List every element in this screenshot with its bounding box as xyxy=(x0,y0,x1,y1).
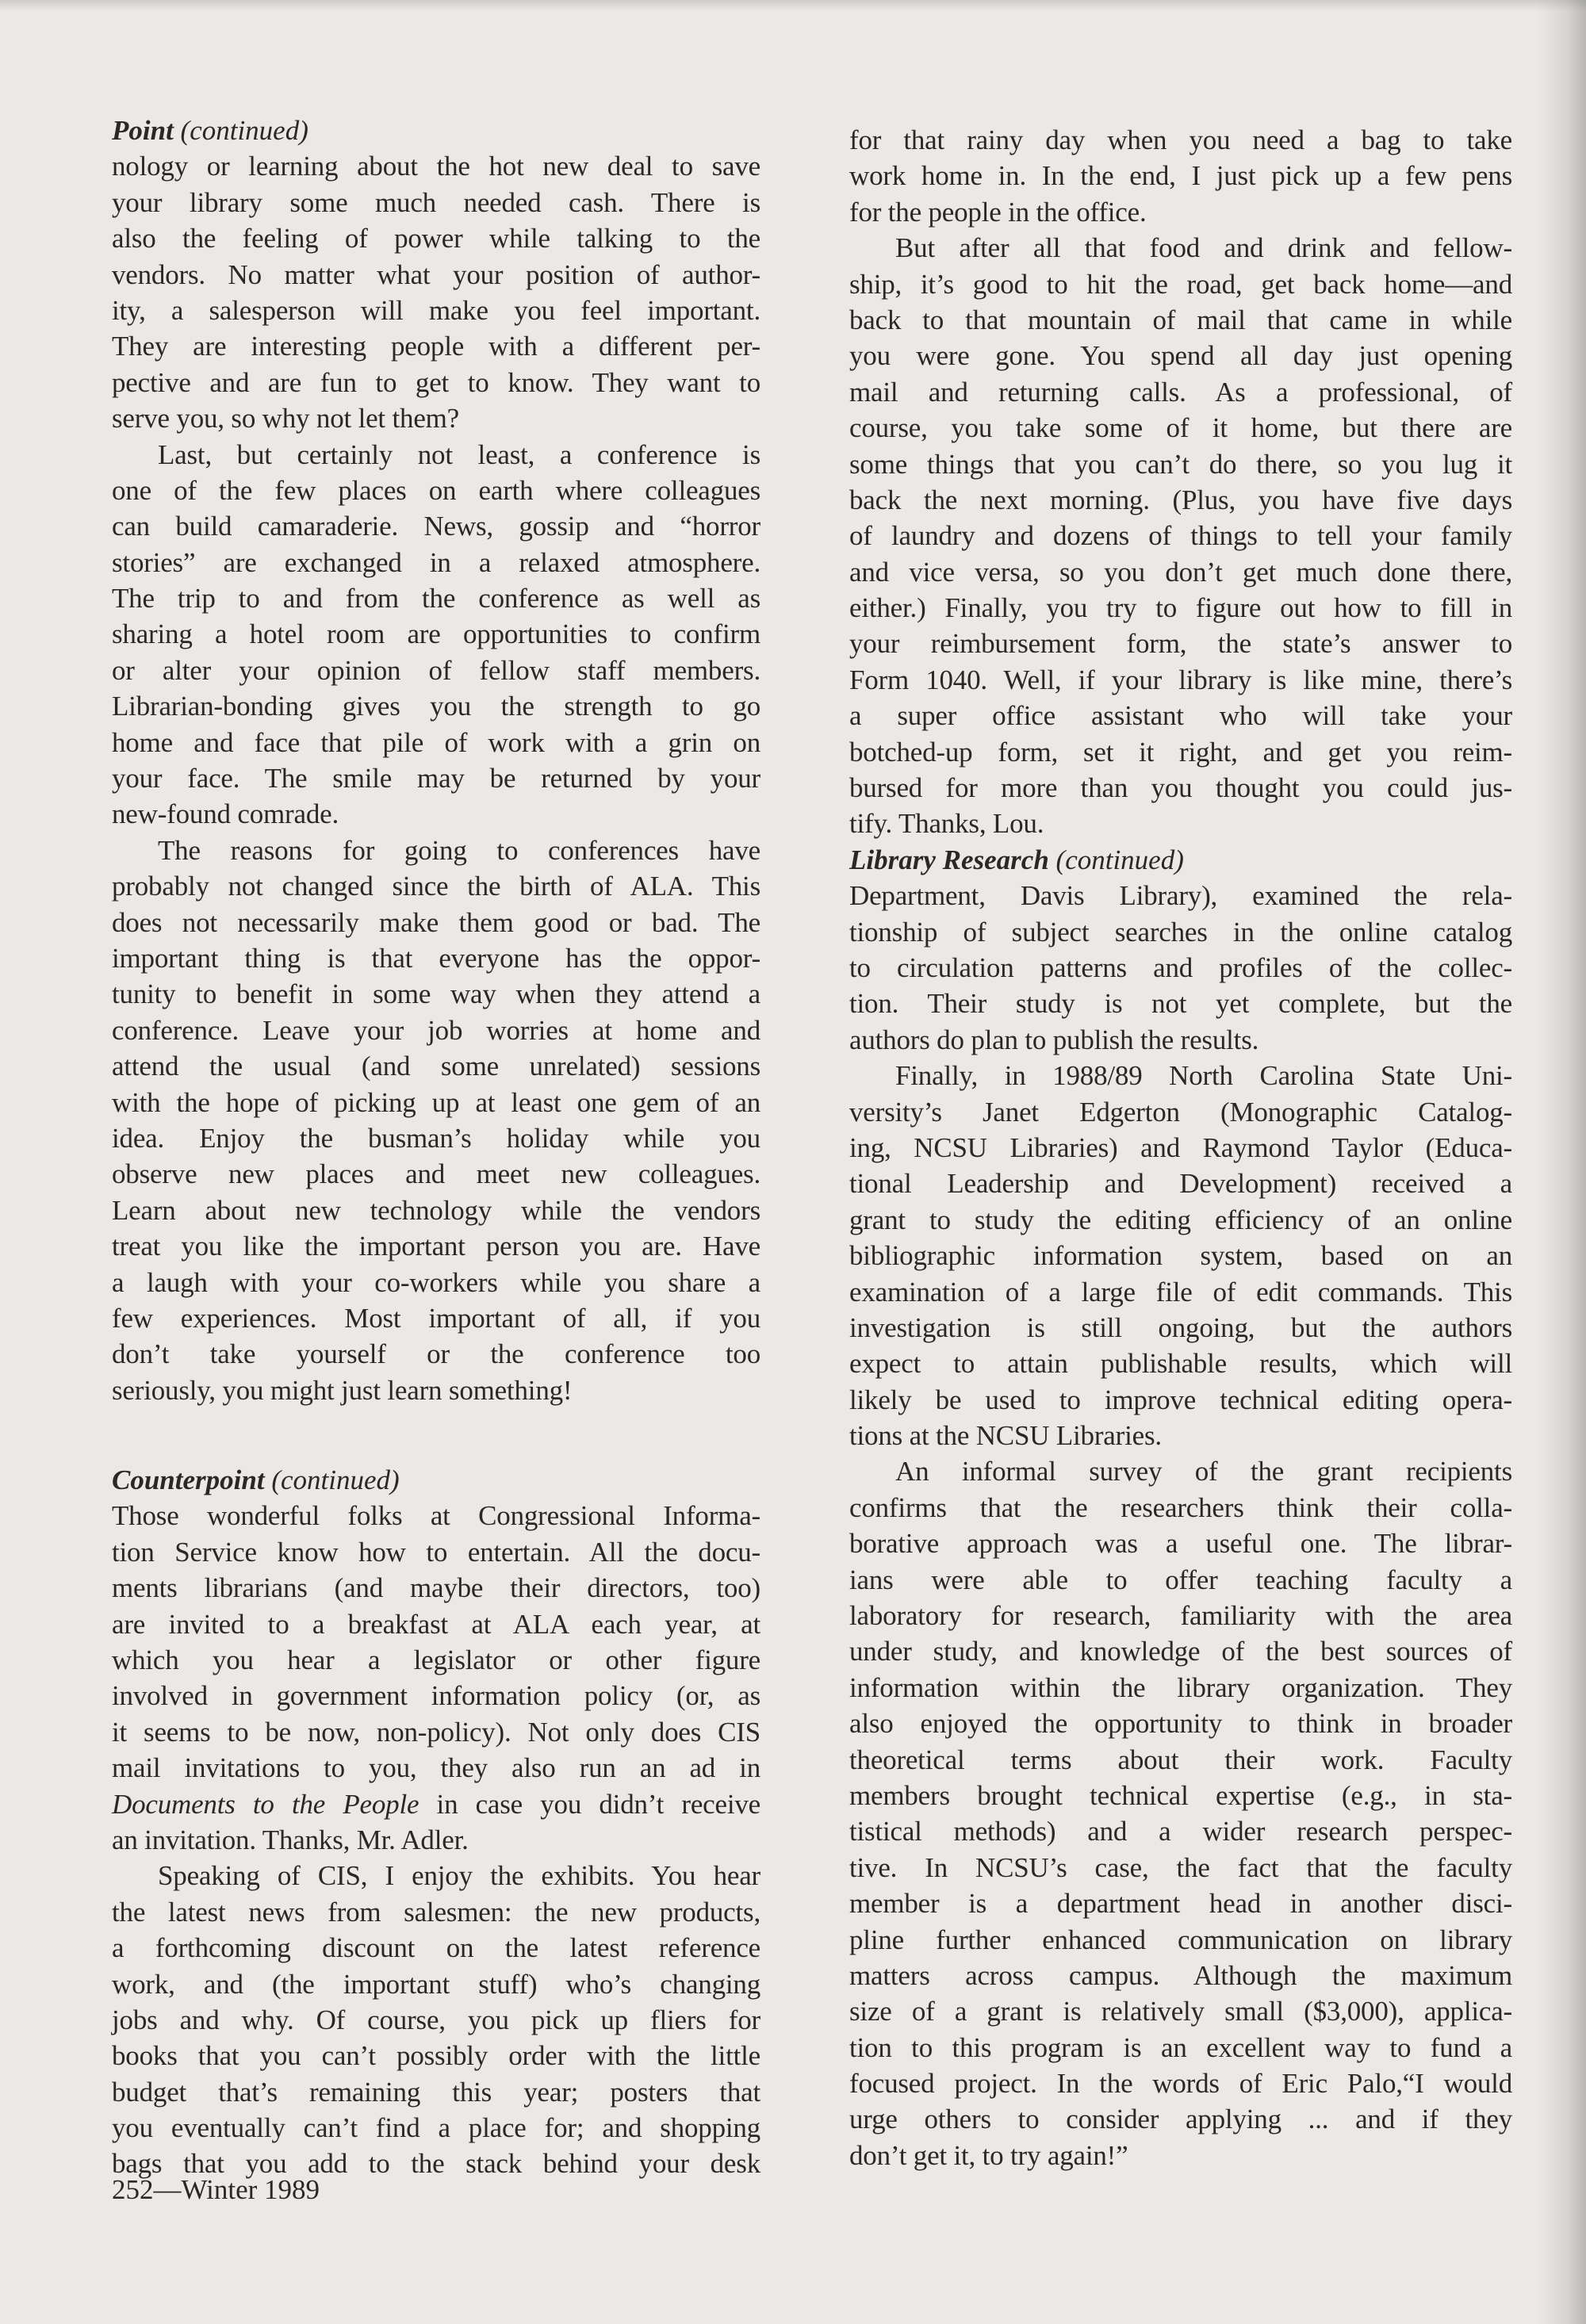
text-line: don’t get it, to try again!” xyxy=(849,2139,1128,2171)
text-line: likely be used to improve technical editing opera- xyxy=(849,1384,1512,1415)
text-line: to circulation patterns and profiles of the collec- xyxy=(849,951,1512,983)
text-line: can build camaraderie. News, gossip and “horror xyxy=(112,511,760,542)
paragraph xyxy=(112,437,760,833)
text-line: your face. The smile may be returned by your xyxy=(112,763,760,794)
right-column xyxy=(849,122,1512,2173)
text-line: a forthcoming discount on the latest reference xyxy=(112,1932,760,1964)
paragraph xyxy=(849,1453,1512,2173)
text-line: examination of a large file of edit commands. This xyxy=(849,1276,1512,1307)
text-line: and vice versa, so you don’t get much done there, xyxy=(849,556,1512,588)
section-heading xyxy=(112,113,760,148)
text-line: your reimbursement form, the state’s answer to xyxy=(849,628,1512,660)
page-footer: 252—Winter 1989 xyxy=(112,2174,320,2205)
text-line: tionship of subject searches in the online catalog xyxy=(849,916,1512,948)
text-line: Last, but certainly not least, a conference is xyxy=(158,438,760,470)
text-line: tions at the NCSU Libraries. xyxy=(849,1420,1162,1452)
text-line: ship, it’s good to hit the road, get back home—and xyxy=(849,268,1512,300)
text-line: budget that’s remaining this year; posters that xyxy=(112,2076,760,2108)
text-line: you were gone. You spend all day just opening xyxy=(849,340,1512,372)
text-line: which you hear a legislator or other figure xyxy=(112,1644,760,1676)
text-line: a super office assistant who will take your xyxy=(849,700,1512,732)
page-curl-shadow xyxy=(1538,0,1586,2324)
text-line: vendors. No matter what your position of author- xyxy=(112,258,760,290)
paragraph xyxy=(849,122,1512,230)
text-line: matters across campus. Although the maximum xyxy=(849,1959,1512,1991)
text-line: Learn about new technology while the vendors xyxy=(112,1194,760,1226)
text-line: members brought technical expertise (e.g., in sta- xyxy=(849,1779,1512,1811)
text-line: tion Service know how to entertain. All the docu- xyxy=(112,1536,760,1568)
text-line: an invitation. Thanks, Mr. Adler. xyxy=(112,1824,469,1855)
text-line: for that rainy day when you need a bag to take xyxy=(849,124,1512,155)
text-line: confirms that the researchers think their colla- xyxy=(849,1491,1512,1523)
text-line: tive. In NCSU’s case, the fact that the faculty xyxy=(849,1851,1512,1883)
text-line: bags that you add to the stack behind your desk xyxy=(112,2148,760,2180)
text-line: tional Leadership and Development) received a xyxy=(849,1168,1512,1200)
text-line: it seems to be now, non-policy). Not only does CIS xyxy=(112,1716,760,1748)
text-line: pline further enhanced communication on library xyxy=(849,1924,1512,1955)
text-line: size of a grant is relatively small ($3,000), applica- xyxy=(849,1996,1512,2027)
paragraph xyxy=(112,148,760,436)
text-line: focused project. In the words of Eric Palo,“I would xyxy=(849,2068,1512,2100)
text-line: tunity to benefit in some way when they attend a xyxy=(112,978,760,1010)
text-line: home and face that pile of work with a grin on xyxy=(112,726,760,758)
text-line: back to that mountain of mail that came in while xyxy=(849,304,1512,335)
text-line: your library some much needed cash. There is xyxy=(112,186,760,218)
text-line: ity, a salesperson will make you feel important. xyxy=(112,294,760,326)
text-line: sharing a hotel room are opportunities to confirm xyxy=(112,618,760,650)
paragraph xyxy=(849,1058,1512,1453)
heading-title: Point xyxy=(112,115,174,146)
heading-continued: (continued) xyxy=(264,1464,400,1496)
text-line: nology or learning about the hot new deal to save xyxy=(112,151,760,182)
text-line: either.) Finally, you try to figure out how to fill in xyxy=(849,592,1512,624)
text-line: work, and (the important stuff) who’s changing xyxy=(112,1968,760,2000)
heading-title: Counterpoint xyxy=(112,1464,265,1496)
text-line: Finally, in 1988/89 North Carolina State Uni- xyxy=(895,1060,1512,1092)
text-line: They are interesting people with a different per- xyxy=(112,331,760,362)
text-line: course, you take some of it home, but there are xyxy=(849,412,1512,444)
text-line: Form 1040. Well, if your library is like mine, there’s xyxy=(849,664,1512,695)
text-line: An informal survey of the grant recipients xyxy=(895,1456,1512,1487)
section-heading xyxy=(112,1462,760,1498)
text-line: The reasons for going to conferences have xyxy=(158,834,760,866)
text-line: the latest news from salesmen: the new products, xyxy=(112,1896,760,1928)
text-line: seriously, you might just learn something! xyxy=(112,1374,573,1406)
text-line: stories” are exchanged in a relaxed atmosphere. xyxy=(112,546,760,578)
text-line: a laugh with your co-workers while you share a xyxy=(112,1266,760,1298)
text-segment: in case you didn’t receive xyxy=(419,1788,760,1820)
text-line: some things that you can’t do there, so you lug it xyxy=(849,448,1512,480)
text-line: expect to attain publishable results, which will xyxy=(849,1348,1512,1380)
text-line: one of the few places on earth where colleagues xyxy=(112,474,760,506)
text-line: tify. Thanks, Lou. xyxy=(849,808,1044,840)
text-line: conference. Leave your job worries at home and xyxy=(112,1014,760,1046)
section-heading xyxy=(849,842,1512,878)
text-line: versity’s Janet Edgerton (Monographic Catalog- xyxy=(849,1096,1512,1128)
text-line: theoretical terms about their work. Faculty xyxy=(849,1744,1512,1775)
text-line: also the feeling of power while talking to the xyxy=(112,223,760,255)
text-line: Librarian-bonding gives you the strength to go xyxy=(112,691,760,722)
text-line xyxy=(112,1786,760,1822)
text-line: pective and are fun to get to know. They want to xyxy=(112,366,760,398)
paragraph xyxy=(112,1498,760,1858)
text-line: serve you, so why not let them? xyxy=(112,403,460,435)
text-line: treat you like the important person you are. Have xyxy=(112,1231,760,1262)
page-top-shadow xyxy=(0,0,1586,11)
paragraph xyxy=(849,230,1512,842)
text-line: Department, Davis Library), examined the rela- xyxy=(849,880,1512,912)
text-line: authors do plan to publish the results. xyxy=(849,1024,1259,1055)
text-line: grant to study the editing efficiency of an online xyxy=(849,1204,1512,1235)
text-line: you eventually can’t find a place for; and shopping xyxy=(112,2112,760,2144)
text-line: tistical methods) and a wider research perspec- xyxy=(849,1816,1512,1847)
text-line: ing, NCSU Libraries) and Raymond Taylor (Educa- xyxy=(849,1131,1512,1163)
text-line: are invited to a breakfast at ALA each year, at xyxy=(112,1608,760,1640)
paragraph xyxy=(849,878,1512,1058)
text-line: tion. Their study is not yet complete, but the xyxy=(849,988,1512,1020)
text-line: jobs and why. Of course, you pick up fliers for xyxy=(112,2004,760,2035)
text-line: or alter your opinion of fellow staff members. xyxy=(112,654,760,686)
text-line: botched-up form, set it right, and get you reim- xyxy=(849,736,1512,768)
text-line: Those wonderful folks at Congressional Informa- xyxy=(112,1500,760,1532)
text-line: involved in government information policy (or, as xyxy=(112,1680,760,1712)
paragraph xyxy=(112,833,760,1408)
text-line: bibliographic information system, based on an xyxy=(849,1240,1512,1272)
text-line: borative approach was a useful one. The librar- xyxy=(849,1528,1512,1560)
text-line: work home in. In the end, I just pick up a few pens xyxy=(849,160,1512,192)
text-line: mail invitations to you, they also run an ad in xyxy=(112,1752,760,1784)
section-gap xyxy=(112,1408,760,1462)
paragraph xyxy=(112,1858,760,2182)
text-line: bursed for more than you thought you could jus- xyxy=(849,772,1512,804)
text-line: investigation is still ongoing, but the authors xyxy=(849,1311,1512,1343)
text-line: ians were able to offer teaching faculty a xyxy=(849,1564,1512,1595)
text-line: ments librarians (and maybe their directors, too) xyxy=(112,1572,760,1604)
heading-continued: (continued) xyxy=(1048,844,1184,875)
heading-title: Library Research xyxy=(849,844,1049,875)
text-line: does not necessarily make them good or bad. The xyxy=(112,906,760,938)
text-line: member is a department head in another disci- xyxy=(849,1888,1512,1920)
text-line: books that you can’t possibly order with the little xyxy=(112,2040,760,2072)
text-line: mail and returning calls. As a professional, of xyxy=(849,376,1512,408)
text-line: important thing is that everyone has the oppor- xyxy=(112,942,760,974)
text-line: urge others to consider applying ... and if they xyxy=(849,2104,1512,2135)
text-line: information within the library organization. They xyxy=(849,1671,1512,1703)
text-line: with the hope of picking up at least one gem of an xyxy=(112,1086,760,1118)
text-line: for the people in the office. xyxy=(849,196,1147,228)
text-line: also enjoyed the opportunity to think in broader xyxy=(849,1708,1512,1740)
text-line: back the next morning. (Plus, you have five days xyxy=(849,484,1512,515)
text-line: attend the usual (and some unrelated) sessions xyxy=(112,1051,760,1082)
text-line: few experiences. Most important of all, if you xyxy=(112,1302,760,1334)
text-line: tion to this program is an excellent way to fund a xyxy=(849,2031,1512,2063)
left-column xyxy=(112,113,760,2182)
text-line: don’t take yourself or the conference too xyxy=(112,1338,760,1370)
text-line: under study, and knowledge of the best sources of xyxy=(849,1636,1512,1667)
text-line: new-found comrade. xyxy=(112,798,339,830)
heading-continued: (continued) xyxy=(173,115,308,146)
text-line: idea. Enjoy the busman’s holiday while you xyxy=(112,1122,760,1154)
text-line: The trip to and from the conference as well as xyxy=(112,583,760,615)
text-line: laboratory for research, familiarity with the area xyxy=(849,1600,1512,1632)
text-line: of laundry and dozens of things to tell your family xyxy=(849,520,1512,552)
italic-title: Documents to the People xyxy=(112,1788,419,1820)
text-line: Speaking of CIS, I enjoy the exhibits. You hear xyxy=(158,1860,760,1892)
text-line: But after all that food and drink and fellow- xyxy=(895,232,1512,264)
text-line: observe new places and meet new colleagues. xyxy=(112,1158,760,1190)
text-line: probably not changed since the birth of ALA. This xyxy=(112,871,760,902)
